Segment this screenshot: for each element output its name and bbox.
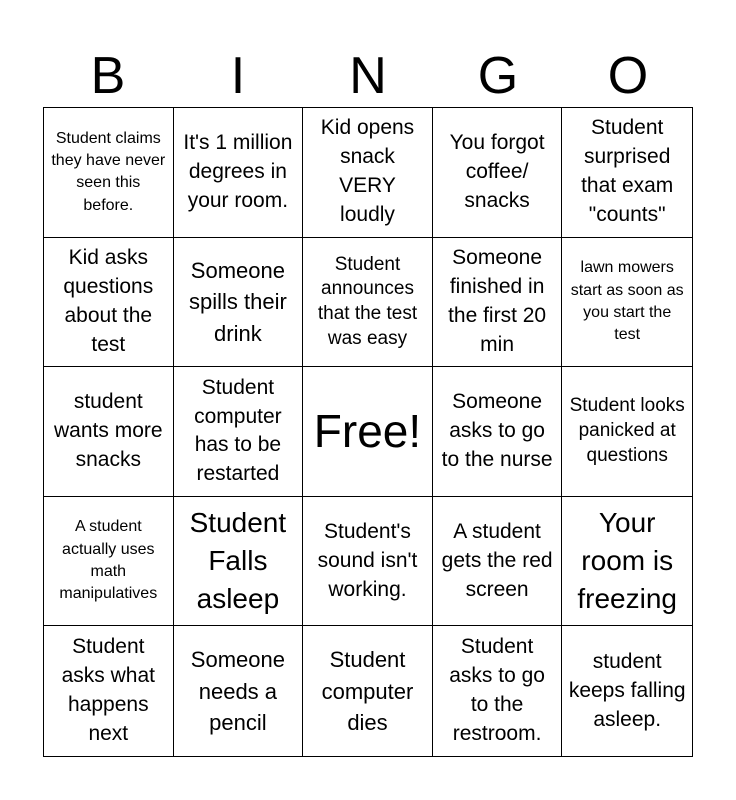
bingo-cell[interactable]: student wants more snacks [44,367,174,497]
bingo-cell[interactable]: Student surprised that exam "counts" [562,108,692,238]
bingo-cell[interactable]: Someone needs a pencil [174,626,304,756]
bingo-cell[interactable]: Student Falls asleep [174,497,304,627]
bingo-cell[interactable]: Your room is freezing [562,497,692,627]
bingo-cell[interactable]: A student actually uses math manipulatives [44,497,174,627]
header-letter-b: B [90,47,126,105]
bingo-cell[interactable]: Student computer has to be restarted [174,367,304,497]
header-letter-i: I [230,47,246,105]
bingo-cell[interactable]: Student claims they have never seen this before. [44,108,174,238]
header-letter-g: G [477,47,519,105]
header-letter-o: O [607,47,649,105]
bingo-cell[interactable]: Kid opens snack VERY loudly [303,108,433,238]
bingo-cell[interactable]: Student's sound isn't working. [303,497,433,627]
bingo-cell[interactable]: student keeps falling asleep. [568,649,686,731]
bingo-cell[interactable]: lawn mowers start as soon as you start the test [562,238,692,368]
bingo-cell[interactable]: A student gets the red screen [433,497,563,627]
bingo-cell[interactable]: Student computer dies [303,626,433,756]
bingo-cell[interactable]: Student asks what happens next [44,626,174,756]
bingo-cell[interactable]: It's 1 million degrees in your room. [174,108,304,238]
bingo-cell[interactable]: Student announces that the test was easy [303,238,433,368]
free-space-cell[interactable]: Free! [303,367,433,497]
bingo-cell[interactable]: Student looks panicked at questions [562,367,692,497]
bingo-cell[interactable]: You forgot coffee/ snacks [433,108,563,238]
header-letter-n: N [349,47,387,105]
bingo-cell[interactable]: Kid asks questions about the test [44,238,174,368]
bingo-cell[interactable]: Someone finished in the first 20 min [433,238,563,368]
bingo-cell[interactable]: Someone spills their drink [174,238,304,368]
bingo-cell[interactable]: Someone asks to go to the nurse [433,367,563,497]
bingo-cell[interactable]: Student asks to go to the restroom. [433,626,563,756]
bingo-header [43,44,693,108]
bingo-board [43,107,693,757]
